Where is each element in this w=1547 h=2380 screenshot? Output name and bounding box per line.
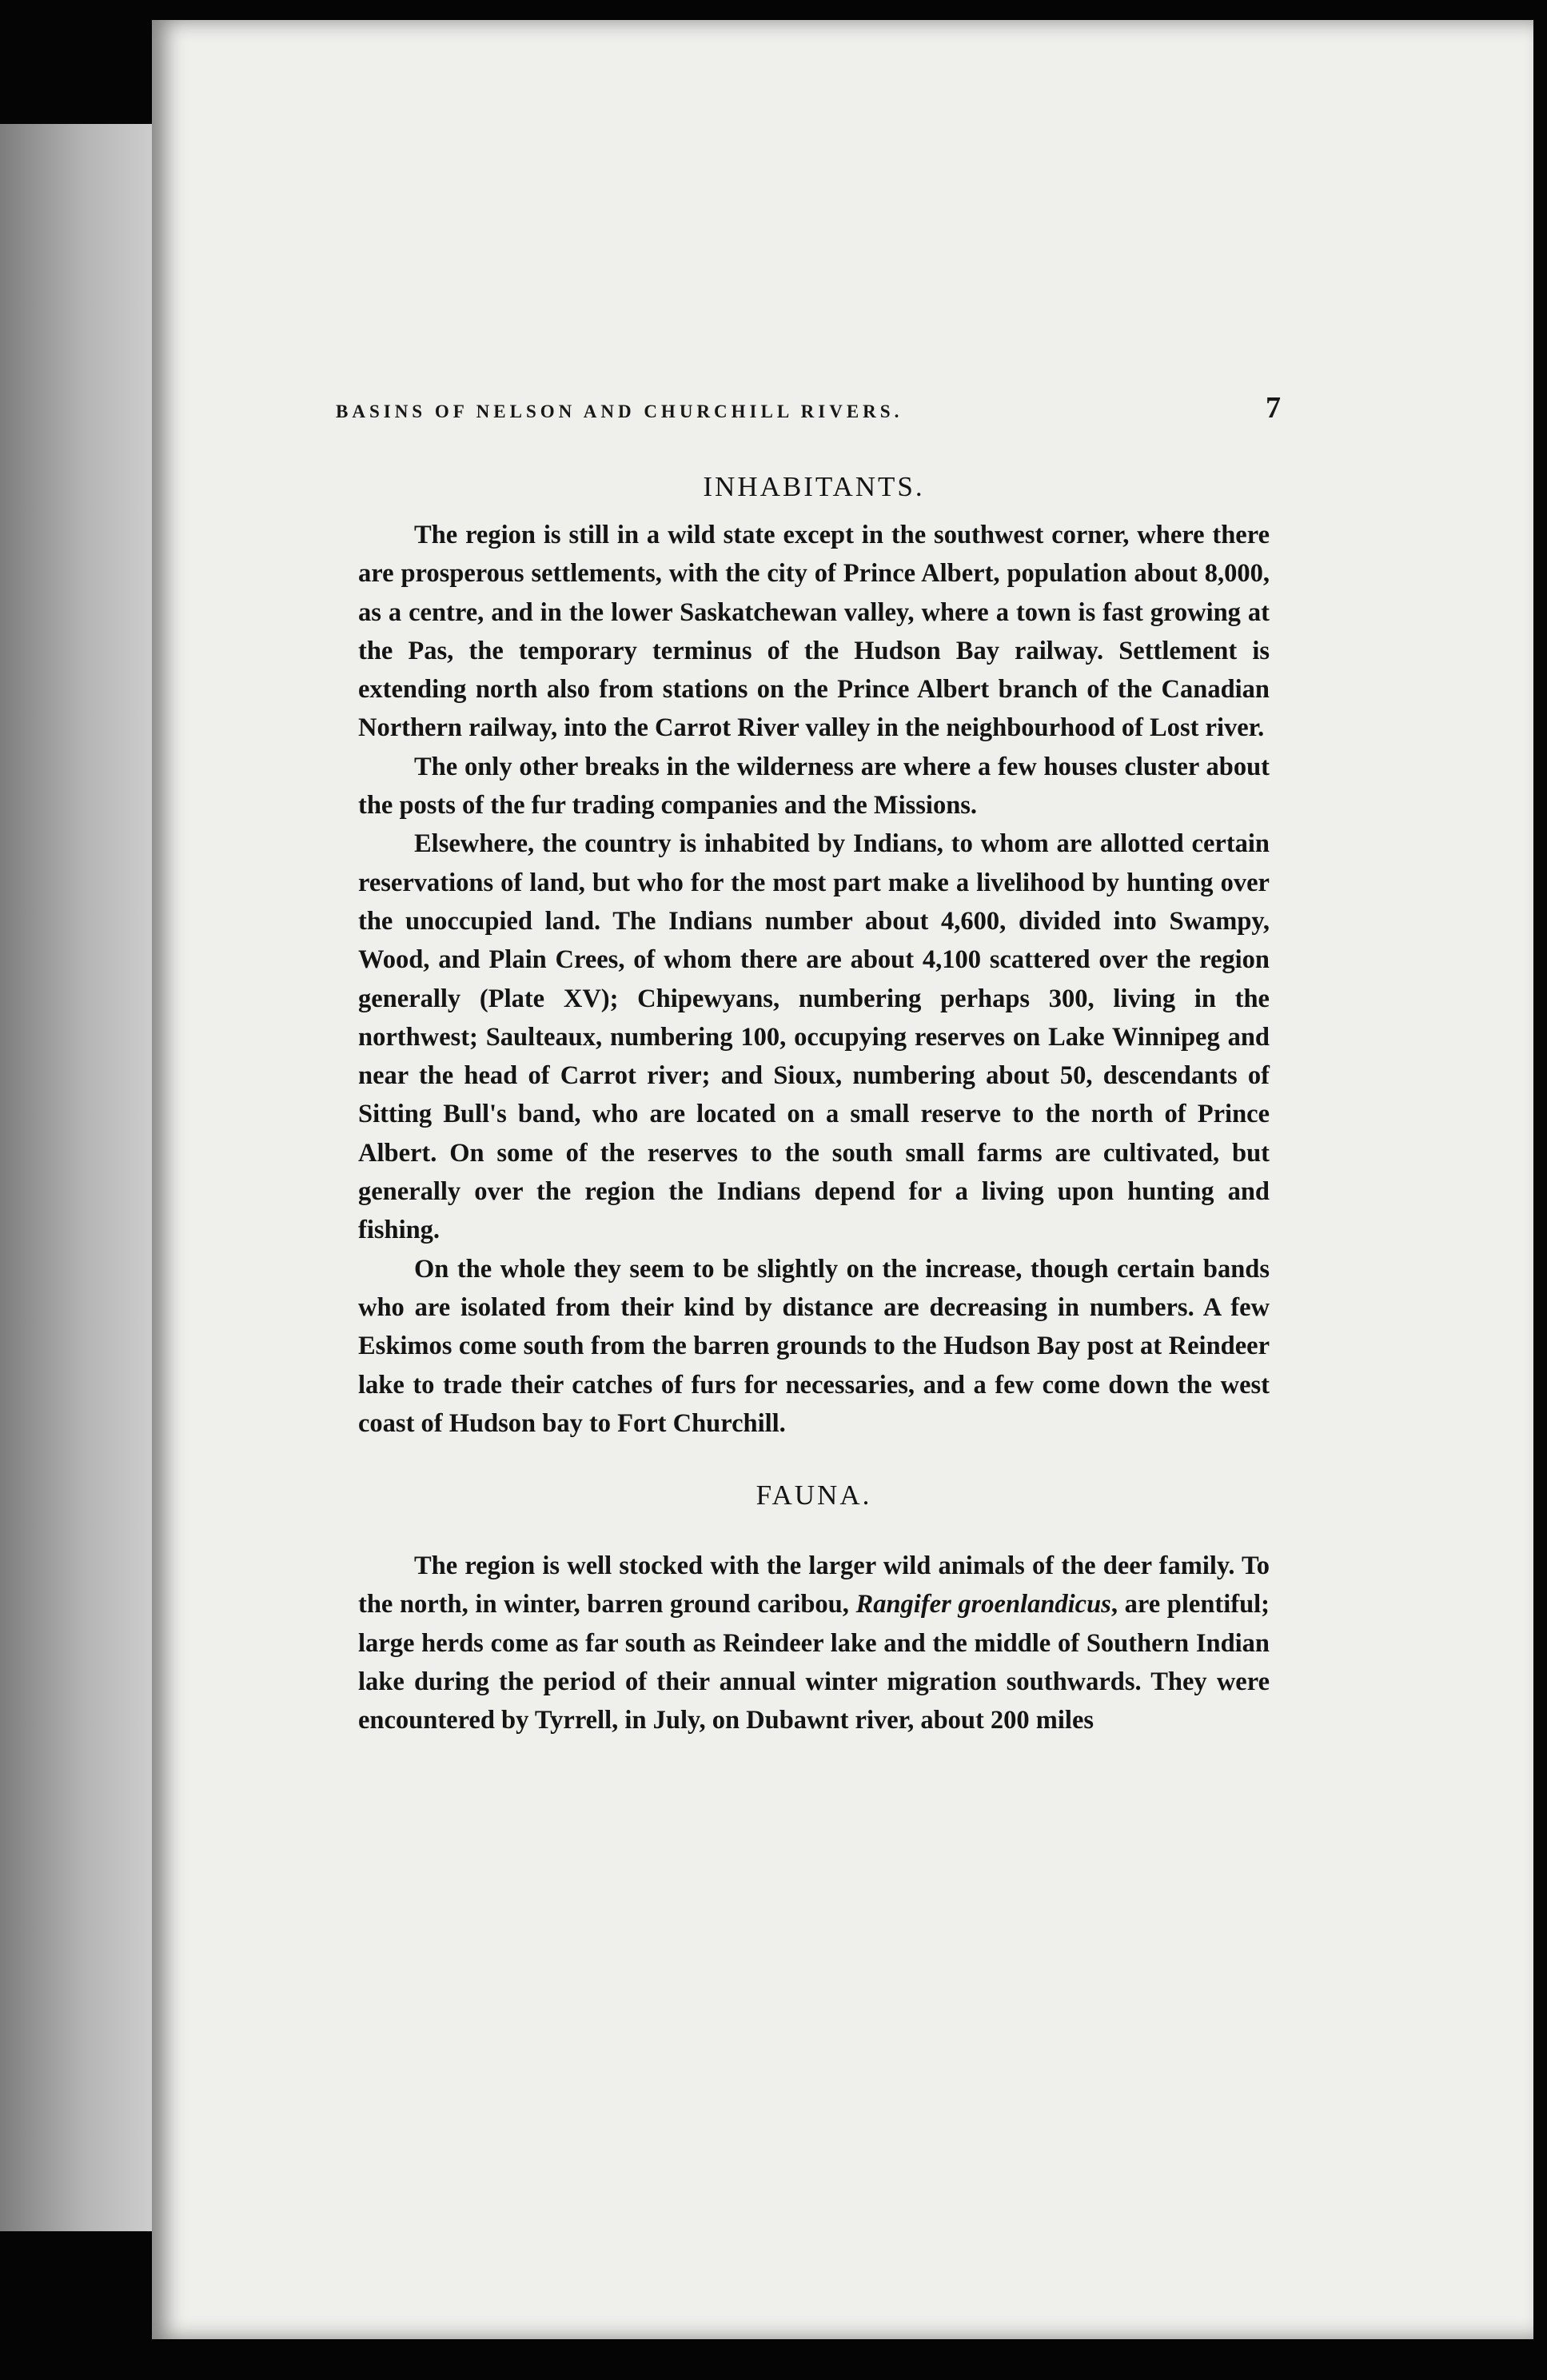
paragraph: Elsewhere, the country is inhabited by Indians, to whom are allotted certain reservations of land, but who for the most part make a livelihood by hunting over the unoccupied land. The Indians number about 4,600, divided into Swampy, Wood, and Plain Crees, of whom there are about 4,100 scattered over the region generally (Plate XV); Chipewyans, numbering perhaps 300, living in the northwest; Saulteaux, numbering 100, occupying reserves on Lake Winnipeg and near the head of Carrot river; and Sioux, numbering about 50, descendants of Sitting Bull's band, who are located on a small reserve to the north of Prince Albert. On some of the reserves to the south small farms are cultivated, but generally over the region the Indians depend for a living upon hunting and fishing. [358, 829, 1270, 1245]
paragraph [358, 1547, 1270, 1739]
paragraph: The region is still in a wild state except in the southwest corner, where there are prosperous settlements, with the city of Prince Albert, population about 8,000, as a centre, and in the lower Saskatchewan valley, where a town is fast growing at the Pas, the temporary terminus of the Hudson Bay railway. Settlement is extending north also from stations on the Prince Albert branch of the Canadian Northern railway, into the Carrot River valley in the neighbourhood of Lost river. [358, 521, 1270, 743]
paragraph-text: , are plentiful; large herds come as far south as Reindeer lake and the middle of Southern Indian lake during the period of their annual winter migration southwards. They were encountered by Tyrrell, in July, on Dubawnt river, about 200 miles [358, 1590, 1270, 1735]
section-heading-fauna: FAUNA. [756, 1480, 872, 1511]
page-number: 7 [1266, 391, 1281, 425]
paragraph: On the whole they seem to be slightly on the increase, though certain bands who are isolated from their kind by distance are decreasing in numbers. A few Eskimos come south from the barren grounds to the Hudson Bay post at Reindeer lake to trade their catches of furs for necessaries, and a few come down the west coast of Hudson bay to Fort Churchill. [358, 1254, 1270, 1438]
species-name: Rangifer groenlandicus [855, 1590, 1111, 1619]
running-head [336, 390, 1281, 425]
facing-page-edge [0, 124, 152, 2231]
page-text [358, 468, 1270, 1740]
paragraph: The only other breaks in the wilderness are where a few houses cluster about the posts of the fur trading companies and the Missions. [358, 752, 1270, 821]
paragraph-text: The region is well stocked with the larger wild animals of the deer family. To the north, in winter, barren ground caribou, [358, 1551, 1270, 1619]
running-title: BASINS OF NELSON AND CHURCHILL RIVERS. [336, 401, 903, 421]
section-heading-inhabitants: INHABITANTS. [703, 471, 925, 502]
